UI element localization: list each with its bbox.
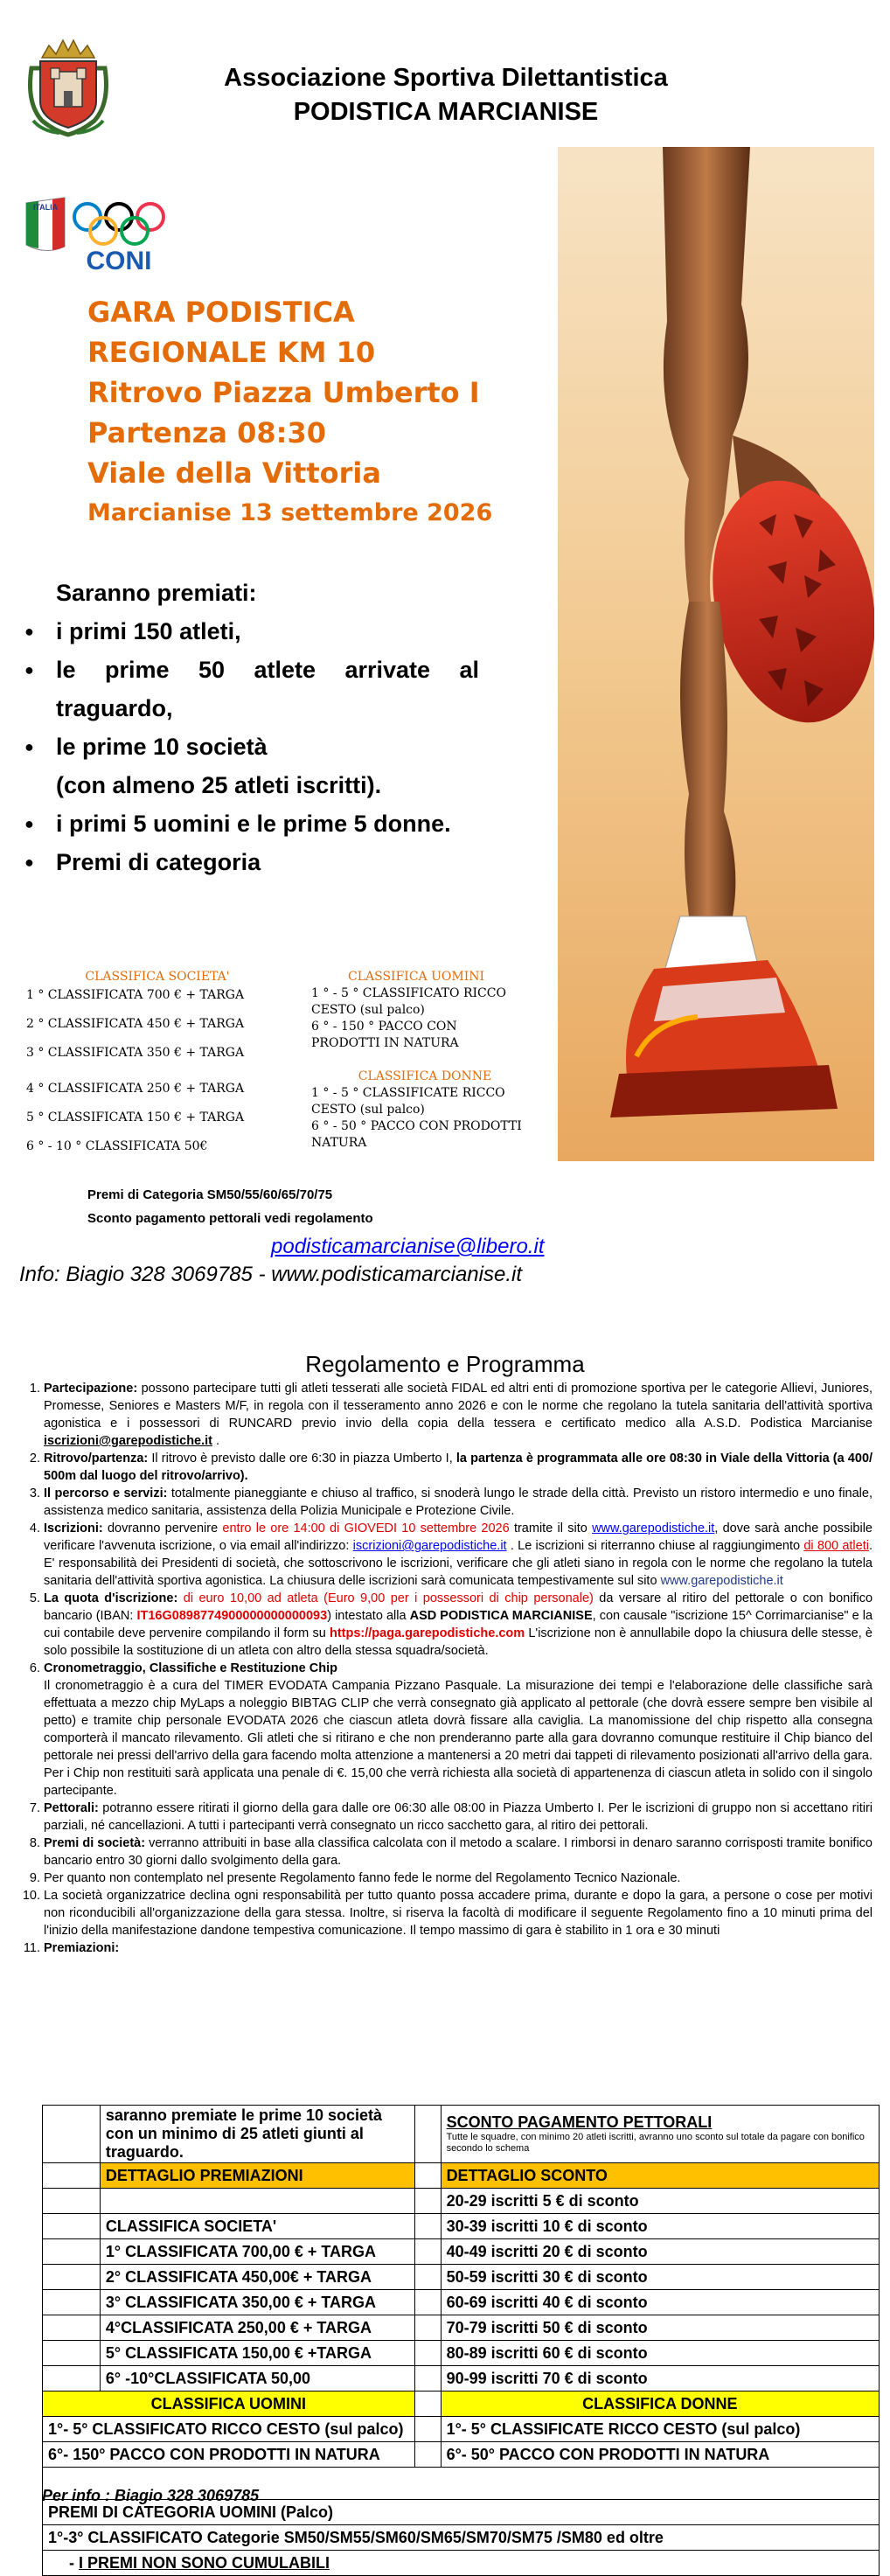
rule-responsabilita: 10. La società organizzatrice declina ogni responsabilità per tutto quanto possa accadere prima, durante e dopo la gara, a persone o cose per motivi non riconducibili all'organizzazione della gara stessa. Inoltre, si riserva la facoltà di modificare il seguente Regolamento fino a 10 minuti prima del l'inizio della manifestazione dandone tempestiva comunicazione. Il tempo massimo di gara è stabilito in 1 ora e 30 minuti — [44, 1887, 873, 1939]
prize-item-5: ● i primi 5 uomini e le prime 5 donne. — [24, 804, 479, 843]
premiazioni-table — [42, 2105, 880, 2576]
societa-line-4: 4 ° CLASSIFICATA 250 € + TARGA — [26, 1082, 245, 1096]
header-line2: PODISTICA MARCIANISE — [293, 98, 599, 126]
table-row — [43, 2551, 880, 2576]
dettaglio-premiazioni: DETTAGLIO PREMIAZIONI — [100, 2163, 414, 2189]
table-row: 4°CLASSIFICATA 250,00 € + TARGA 70-79 iscritti 50 € di sconto — [43, 2315, 880, 2341]
cat-text: 1°-3° CLASSIFICATO Categorie SM50/SM55/SM60/SM65/SM70/SM75 /SM80 ed oltre — [43, 2525, 880, 2551]
societa-line-6: 6 ° - 10 ° CLASSIFICATA 50€ — [26, 1139, 208, 1153]
table-row: CLASSIFICA SOCIETA' 30-39 iscritti 10 € di sconto — [43, 2214, 880, 2239]
donne-title: CLASSIFICA DONNE — [358, 1069, 492, 1083]
table-row — [43, 2525, 880, 2551]
rule-premiazioni: 11. Premiazioni: — [44, 1939, 873, 1957]
table-row — [43, 2392, 880, 2417]
societa-prizes — [26, 969, 289, 1155]
rule-percorso: 3. Il percorso e servizi: totalmente pianeggiante e chiuso al traffico, si snoderà lungo le strade della città. Previsto un ristoro intermedio e uno finale, assistenza medico sanitaria, assistenza della Polizia Municipale e Protezione Civile. — [44, 1485, 873, 1520]
rule-regolamento-tecnico: 9. Per quanto non contemplato nel presente Regolamento fanno fede le norme del Regolamento Tecnico Nazionale. — [44, 1869, 873, 1887]
rule-quota: 5. La quota d'iscrizione: di euro 10,00 ad atleta (Euro 9,00 per i possessori di chip personale) da versare al ritiro del pettorale o con bonifico bancario (IBAN: IT16G0898774900000000000093) intestato alla ASD PODISTICA MARCIANISE, con causale "iscrizione 15^ Corrimarcianise" e la cui contabile deve pervenire compilando il form su https://paga.garepodistiche.com L'iscrizione non è annullabile dopo la chiusura delle stesse, è solo possibile la sostituzione di un atleta con altro della stessa squadra/società. — [44, 1590, 873, 1660]
uomini-prizes — [311, 969, 521, 1052]
table-row — [43, 2106, 880, 2163]
table-row: 3° CLASSIFICATA 350,00 € + TARGA 60-69 iscritti 40 € di sconto — [43, 2290, 880, 2315]
cat-title: PREMI DI CATEGORIA UOMINI (Palco) — [43, 2500, 880, 2525]
event-line-2: REGIONALE KM 10 — [87, 336, 376, 369]
rule-pettorali: 7. Pettorali: potranno essere ritirati il giorno della gara dalle ore 06:30 alle 08:00 in Piazza Umberto I. Per le iscrizioni di gruppo non si accettano ritiri parziali, né cancellazioni. A tutti i partecipanti verrà consegnato un ricco sacchetto gara, al ritiro dei pettorali. — [44, 1800, 873, 1835]
dettaglio-sconto: DETTAGLIO SCONTO — [441, 2163, 879, 2189]
donne-line-1: 1 ° - 5 ° CLASSIFICATE RICCO CESTO (sul palco) — [311, 1086, 505, 1117]
prize-item-2: ● le prime 50 atlete arrivate al traguardo, — [24, 651, 479, 728]
societa-line-3: 3 ° CLASSIFICATA 350 € + TARGA — [26, 1046, 245, 1060]
garepodistiche-link[interactable]: www.garepodistiche.it — [592, 1521, 715, 1535]
event-date: Marcianise 13 settembre 2026 — [87, 499, 493, 526]
rule-ritrovo: 2. Ritrovo/partenza: Il ritrovo è previsto dalle ore 6:30 in piazza Umberto I, la partenza è programmata alle ore 08:30 in Viale della Vittoria (a 400/ 500m dal luogo del ritrovo/arrivo). — [44, 1450, 873, 1485]
rule-cronometraggio: 6. Cronometraggio, Classifiche e Restituzione Chip Il cronometraggio è a cura del TIMER EVODATA Campania Pizzano Pasquale. La misurazione dei tempi e l'elaborazione delle classifiche sarà effettuata a mezzo chip MyLaps a noleggio BIBTAG CLIP che verrà consegnato già applicato al pettorale (che dovrà essere sempre ben visibile al petto) e tramite chip personale EVODATA 2026 che ciascun atleta dovrà fissare alla caviglia. La manomissione del chip rispetto alla consegna comporterà il mancato rilevamento. Gli atleti che si ritirano e che non prenderanno parte alla gara dovranno comunque restituire il Chip bianco del pettorale nei pressi dell'arrivo della gara facendo molta attenzione a mantenersi a 20 metri dai tappeti di rilevamento posizionati all'arrivo della gara. Per i Chip non restituiti sarà applicata una penale di €. 15,00 che verrà richiesta alla società di appartenenza di ciascun atleta in solido con il singolo partecipante. — [44, 1660, 873, 1800]
table-intro: saranno premiate le prime 10 società con un minimo di 25 atleti giunti al traguardo. — [100, 2106, 414, 2163]
table-row: 5° CLASSIFICATA 150,00 € +TARGA 80-89 iscritti 60 € di sconto — [43, 2341, 880, 2366]
header-line1: Associazione Sportiva Dilettantistica — [224, 64, 668, 92]
donne-prizes — [311, 1069, 539, 1152]
email-link[interactable]: podisticamarcianise@libero.it — [271, 1235, 545, 1258]
rule-partecipazione: 1. Partecipazione: possono partecipare tutti gli atleti tesserati alle società FIDAL ed altri enti di promozione sportiva per le categorie Allievi, Juniores, Promesse, Seniores e Masters M/F, in regola con il tesseramento anno 2026 e con le norme che regolano la tutela sanitaria dell'attività sportiva agonistica e i possessori di RUNCARD previo invio della copia della tessera e certificato medico alla A.S.D. Podistica Marcianise iscrizioni@garepodistiche.it . — [44, 1380, 873, 1450]
uomini-line-2: 6 ° - 150 ° PACCO CON PRODOTTI IN NATURA — [311, 1020, 459, 1050]
regolamento-list — [17, 1380, 873, 1957]
table-row: 2° CLASSIFICATA 450,00€ + TARGA 50-59 iscritti 30 € di sconto — [43, 2265, 880, 2290]
event-line-3: Ritrovo Piazza Umberto I — [87, 376, 480, 409]
rule-premi-societa: 8. Premi di società: verranno attribuiti in base alla classifica calcolata con il metodo a scalare. I rimborsi in denaro saranno corrisposti tramite bonifico bancario entro 30 giorni dallo svolgimento della gara. — [44, 1835, 873, 1869]
societa-title: CLASSIFICA SOCIETA' — [85, 970, 230, 984]
rule-iscrizioni: 4. Iscrizioni: dovranno pervenire entro le ore 14:00 di GIOVEDI 10 settembre 2026 tramite il sito www.garepodistiche.it, dove sarà anche possibile verificare l'avvenuta iscrizione, o via email all'indirizzo: iscrizioni@garepodistiche.it . Le iscrizioni si riterranno chiuse al raggiungimento di 800 atleti. E' responsabilità dei Presidenti di società, che sottoscrivono le iscrizioni, verificare che gli atleti siano in regola con le norme che regolano la tutela sanitaria dell'attività sportiva agonistica. La chiusura delle iscrizioni sarà comunicata tempestivamente sul sito www.garepodistiche.it — [44, 1520, 873, 1590]
event-line-4: Partenza 08:30 — [87, 416, 326, 449]
societa-line-2: 2 ° CLASSIFICATA 450 € + TARGA — [26, 1017, 245, 1031]
prize-item-3: ● le prime 10 società — [24, 728, 479, 766]
table-row: 6°- 150° PACCO CON PRODOTTI IN NATURA 6°- 50° PACCO CON PRODOTTI IN NATURA — [43, 2442, 880, 2468]
donne-line-2: 6 ° - 50 ° PACCO CON PRODOTTI NATURA — [311, 1119, 522, 1150]
sconto-info: Sconto pagamento pettorali vedi regolamento — [87, 1211, 373, 1226]
coni-logo — [24, 194, 186, 275]
event-line-1: GARA PODISTICA — [87, 296, 355, 329]
event-line-5: Viale della Vittoria — [87, 456, 381, 490]
prize-item-6: ● Premi di categoria — [24, 843, 479, 881]
table-row: 6° -10°CLASSIFICATA 50,00 90-99 iscritti 70 € di sconto — [43, 2366, 880, 2392]
uomini-line-1: 1 ° - 5 ° CLASSIFICATO RICCO CESTO (sul palco) — [311, 986, 506, 1017]
runner-legs-photo — [558, 147, 874, 1161]
event-details — [87, 292, 492, 533]
prize-item-1: ● i primi 150 atleti, — [24, 612, 479, 651]
prizes-intro: Saranno premiati: — [56, 580, 257, 606]
societa-line-1: 1 ° CLASSIFICATA 700 € + TARGA — [26, 988, 245, 1002]
uomini-title: CLASSIFICA UOMINI — [347, 970, 485, 984]
table-row: 1°- 5° CLASSIFICATO RICCO CESTO (sul palco) 1°- 5° CLASSIFICATE RICCO CESTO (sul palco) — [43, 2417, 880, 2442]
prizes-list — [24, 574, 479, 881]
city-crest-icon — [24, 33, 112, 138]
prize-item-4: (con almeno 25 atleti iscritti). — [56, 772, 382, 798]
categorie-info: Premi di Categoria SM50/55/60/65/70/75 — [87, 1187, 333, 1202]
coni-text: CONI — [86, 247, 152, 275]
contact-info: Info: Biagio 328 3069785 - www.podisticamarcianise.it — [19, 1263, 522, 1286]
non-cumulabili: - I PREMI NON SONO CUMULABILI — [43, 2551, 880, 2576]
iscrizioni-email-link[interactable]: iscrizioni@garepodistiche.it — [352, 1539, 507, 1553]
table-row: 1° CLASSIFICATA 700,00 € + TARGA 40-49 iscritti 20 € di sconto — [43, 2239, 880, 2265]
uomini-table-title: CLASSIFICA UOMINI — [43, 2392, 415, 2417]
societa-line-5: 5 ° CLASSIFICATA 150 € + TARGA — [26, 1110, 245, 1124]
coni-flag-text: ITALIA — [32, 203, 59, 212]
table-row: 20-29 iscritti 5 € di sconto — [43, 2189, 880, 2214]
garepodistiche-link-2[interactable]: www.garepodistiche.it — [660, 1574, 783, 1588]
association-header — [184, 61, 708, 129]
paga-link[interactable]: https://paga.garepodistiche.com — [329, 1626, 525, 1640]
regolamento-title: Regolamento e Programma — [305, 1351, 585, 1377]
footer-info: Per info : Biagio 328 3069785 — [42, 2487, 260, 2504]
table-row — [43, 2163, 880, 2189]
sconto-header: SCONTO PAGAMENTO PETTORALI Tutte le squadre, con minimo 20 atleti iscritti, avranno uno sconto sul totale da pagare con bonifico secondo lo schema — [441, 2106, 879, 2163]
donne-table-title: CLASSIFICA DONNE — [441, 2392, 879, 2417]
